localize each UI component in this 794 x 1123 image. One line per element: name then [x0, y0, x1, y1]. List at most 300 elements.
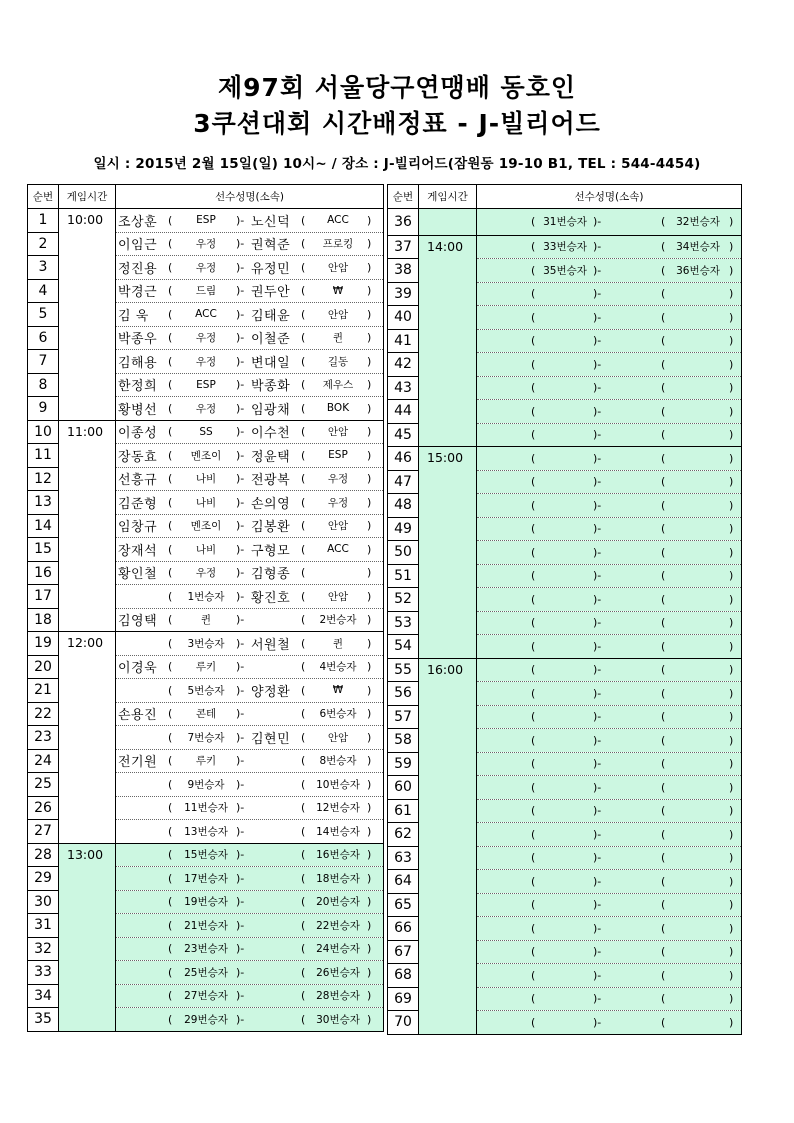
game-number: 69	[388, 987, 419, 1011]
player-b-name: 변대일	[251, 355, 291, 371]
match-pair	[116, 703, 383, 726]
players-cell	[477, 799, 742, 823]
paren-open: (	[168, 448, 173, 462]
paren-open: (	[301, 1012, 306, 1026]
paren-open: (	[661, 240, 666, 254]
schedule-table-left	[27, 184, 384, 1032]
player-b-name: 임광채	[251, 402, 291, 418]
paren-open: (	[661, 475, 666, 489]
paren-close: )	[367, 448, 372, 462]
player-b-name: 유정민	[251, 261, 291, 277]
players-cell	[477, 682, 742, 706]
paren-open: (	[531, 451, 536, 465]
match-pair	[477, 447, 741, 470]
paren-open: (	[301, 965, 306, 979]
player-b-club: 우정	[327, 496, 349, 509]
players-cell	[477, 823, 742, 847]
paren-open: (	[531, 215, 536, 229]
player-a-club: 13번승자	[184, 825, 228, 838]
paren-open: (	[301, 284, 306, 298]
paren-open: (	[301, 472, 306, 486]
game-number: 21	[28, 679, 59, 703]
paren-open: (	[168, 918, 173, 932]
separator: )-	[593, 874, 602, 888]
game-time: 14:00	[419, 235, 477, 447]
paren-close: )	[729, 381, 734, 395]
paren-open: (	[661, 874, 666, 888]
separator: )-	[593, 240, 602, 254]
players-cell	[116, 961, 384, 985]
player-b-club: ₩	[332, 284, 344, 297]
paren-open: (	[661, 428, 666, 442]
separator: )-	[236, 354, 245, 368]
game-number: 27	[28, 820, 59, 844]
game-number: 48	[388, 494, 419, 518]
paren-open: (	[661, 780, 666, 794]
paren-open: (	[168, 519, 173, 533]
player-b-name: 서원철	[251, 637, 291, 653]
paren-close: )	[729, 827, 734, 841]
paren-open: (	[168, 989, 173, 1003]
paren-open: (	[168, 754, 173, 768]
paren-open: (	[531, 1015, 536, 1029]
separator: )-	[236, 378, 245, 392]
player-a-club: 멘조이	[190, 520, 222, 533]
match-pair	[116, 350, 383, 373]
game-number: 31	[28, 914, 59, 938]
player-b-club: 24번승자	[316, 943, 360, 956]
paren-open: (	[301, 237, 306, 251]
players-cell	[477, 376, 742, 400]
paren-open: (	[531, 263, 536, 277]
game-number: 47	[388, 470, 419, 494]
paren-open: (	[661, 592, 666, 606]
player-b-club: 안암	[327, 261, 349, 274]
game-number: 49	[388, 517, 419, 541]
game-number: 8	[28, 373, 59, 397]
game-number: 45	[388, 423, 419, 447]
match-pair	[116, 844, 383, 867]
players-cell	[477, 588, 742, 612]
separator: )-	[593, 616, 602, 630]
match-pair	[116, 656, 383, 679]
paren-open: (	[661, 522, 666, 536]
players-cell	[116, 867, 384, 891]
game-time	[419, 209, 477, 236]
separator: )-	[593, 569, 602, 583]
paren-open: (	[168, 801, 173, 815]
player-b-club: 제우스	[322, 379, 354, 392]
game-time: 12:00	[59, 632, 116, 844]
player-b-club: 20번승자	[316, 896, 360, 909]
paren-open: (	[168, 660, 173, 674]
game-number: 59	[388, 752, 419, 776]
header-num: 순번	[28, 185, 59, 209]
game-number: 5	[28, 303, 59, 327]
separator: )-	[236, 942, 245, 956]
paren-open: (	[301, 542, 306, 556]
player-a-name: 이임근	[118, 238, 158, 254]
table-row	[388, 447, 742, 471]
player-b-name: 양정환	[251, 684, 291, 700]
paren-close: )	[367, 472, 372, 486]
paren-open: (	[531, 334, 536, 348]
game-number: 51	[388, 564, 419, 588]
paren-close: )	[367, 260, 372, 274]
separator: )-	[236, 730, 245, 744]
paren-close: )	[729, 757, 734, 771]
players-cell	[116, 373, 384, 397]
player-a-club: ESP	[196, 214, 216, 227]
match-pair	[477, 236, 741, 259]
player-b-club: ACC	[327, 543, 349, 556]
paren-open: (	[531, 874, 536, 888]
paren-close: )	[729, 663, 734, 677]
paren-open: (	[168, 636, 173, 650]
paren-open: (	[531, 945, 536, 959]
player-b-name: 박종화	[251, 379, 291, 395]
player-a-name: 선흥규	[118, 473, 158, 489]
paren-close: )	[367, 425, 372, 439]
separator: )-	[236, 237, 245, 251]
game-number: 56	[388, 682, 419, 706]
player-a-club: 나비	[195, 496, 217, 509]
players-cell	[116, 209, 384, 233]
match-pair	[477, 471, 741, 494]
player-b-club: 6번승자	[319, 708, 357, 721]
player-a-club: 우정	[195, 238, 217, 251]
paren-close: )	[729, 475, 734, 489]
separator: )-	[236, 331, 245, 345]
paren-open: (	[168, 871, 173, 885]
player-a-club: 우정	[195, 332, 217, 345]
paren-open: (	[301, 730, 306, 744]
player-a-club: 1번승자	[187, 590, 225, 603]
separator: )-	[593, 287, 602, 301]
paren-open: (	[661, 404, 666, 418]
game-number: 6	[28, 326, 59, 350]
players-cell	[477, 209, 742, 236]
separator: )-	[236, 895, 245, 909]
paren-close: )	[729, 592, 734, 606]
match-pair	[477, 823, 741, 846]
separator: )-	[236, 213, 245, 227]
separator: )-	[593, 263, 602, 277]
separator: )-	[236, 636, 245, 650]
player-b-club: 퀸	[332, 332, 344, 345]
separator: )-	[236, 824, 245, 838]
game-number: 30	[28, 890, 59, 914]
players-cell	[116, 585, 384, 609]
match-pair	[116, 797, 383, 820]
paren-close: )	[729, 898, 734, 912]
players-cell	[116, 538, 384, 562]
paren-close: )	[367, 965, 372, 979]
paren-open: (	[168, 824, 173, 838]
match-pair	[477, 588, 741, 611]
players-cell	[116, 820, 384, 844]
paren-close: )	[367, 307, 372, 321]
paren-close: )	[729, 215, 734, 229]
players-cell	[477, 282, 742, 306]
paren-open: (	[168, 284, 173, 298]
separator: )-	[593, 357, 602, 371]
table-row	[28, 209, 384, 233]
paren-open: (	[168, 542, 173, 556]
player-a-name: 임창규	[118, 520, 158, 536]
player-a-club: 우정	[195, 567, 217, 580]
paren-open: (	[531, 287, 536, 301]
paren-open: (	[168, 401, 173, 415]
paren-open: (	[168, 378, 173, 392]
paren-open: (	[168, 472, 173, 486]
player-a-club: 15번승자	[184, 849, 228, 862]
paren-open: (	[661, 710, 666, 724]
paren-open: (	[531, 827, 536, 841]
players-cell	[477, 329, 742, 353]
game-time: 15:00	[419, 447, 477, 659]
separator: )-	[593, 522, 602, 536]
game-number: 50	[388, 541, 419, 565]
separator: )-	[593, 663, 602, 677]
paren-open: (	[301, 683, 306, 697]
players-cell	[477, 564, 742, 588]
paren-open: (	[531, 240, 536, 254]
game-number: 22	[28, 702, 59, 726]
player-a-club: 나비	[195, 473, 217, 486]
paren-open: (	[531, 616, 536, 630]
paren-open: (	[168, 213, 173, 227]
game-number: 7	[28, 350, 59, 374]
paren-close: )	[729, 804, 734, 818]
player-b-club: ₩	[332, 684, 344, 697]
separator: )-	[236, 660, 245, 674]
separator: )-	[593, 1015, 602, 1029]
match-pair	[116, 538, 383, 561]
game-number: 14	[28, 514, 59, 538]
player-a-club: 드림	[195, 285, 217, 298]
paren-open: (	[531, 404, 536, 418]
paren-open: (	[301, 213, 306, 227]
separator: )-	[236, 401, 245, 415]
game-number: 53	[388, 611, 419, 635]
match-pair	[477, 612, 741, 635]
game-time: 11:00	[59, 420, 116, 632]
paren-open: (	[661, 357, 666, 371]
paren-open: (	[661, 381, 666, 395]
separator: )-	[236, 965, 245, 979]
players-cell	[116, 843, 384, 867]
game-number: 62	[388, 823, 419, 847]
player-a-name: 황인철	[118, 567, 158, 583]
paren-open: (	[168, 331, 173, 345]
paren-open: (	[301, 495, 306, 509]
paren-open: (	[531, 968, 536, 982]
player-b-club: 36번승자	[676, 264, 720, 277]
player-b-name: 이수천	[251, 426, 291, 442]
player-a-name: 이경욱	[118, 661, 158, 677]
player-a-club: 29번승자	[184, 1013, 228, 1026]
match-pair	[477, 682, 741, 705]
table-row	[388, 209, 742, 236]
match-pair	[477, 753, 741, 776]
paren-open: (	[661, 639, 666, 653]
paren-open: (	[301, 425, 306, 439]
game-number: 3	[28, 256, 59, 280]
paren-close: )	[367, 871, 372, 885]
player-b-club: 안암	[327, 590, 349, 603]
separator: )-	[593, 851, 602, 865]
player-b-name: 전광복	[251, 473, 291, 489]
player-a-name: 김영택	[118, 614, 158, 630]
separator: )-	[593, 428, 602, 442]
paren-open: (	[168, 307, 173, 321]
paren-open: (	[661, 686, 666, 700]
separator: )-	[593, 898, 602, 912]
player-a-club: 25번승자	[184, 966, 228, 979]
paren-close: )	[729, 851, 734, 865]
player-b-name: 황진호	[251, 590, 291, 606]
player-a-club: 루키	[195, 661, 217, 674]
players-cell	[116, 608, 384, 632]
game-number: 18	[28, 608, 59, 632]
table-row	[28, 632, 384, 656]
paren-close: )	[367, 683, 372, 697]
player-a-club: 7번승자	[187, 731, 225, 744]
player-b-name: 김태윤	[251, 308, 291, 324]
paren-open: (	[661, 992, 666, 1006]
match-pair	[477, 941, 741, 964]
separator: )-	[236, 566, 245, 580]
paren-open: (	[301, 307, 306, 321]
paren-close: )	[367, 237, 372, 251]
match-pair	[477, 565, 741, 588]
paren-open: (	[301, 519, 306, 533]
match-pair	[116, 726, 383, 749]
separator: )-	[593, 475, 602, 489]
game-number: 55	[388, 658, 419, 682]
match-pair	[116, 750, 383, 773]
game-number: 11	[28, 444, 59, 468]
game-number: 65	[388, 893, 419, 917]
match-pair	[477, 541, 741, 564]
separator: )-	[236, 613, 245, 627]
separator: )-	[593, 404, 602, 418]
paren-open: (	[168, 566, 173, 580]
game-number: 24	[28, 749, 59, 773]
separator: )-	[593, 921, 602, 935]
separator: )-	[236, 448, 245, 462]
match-pair	[477, 917, 741, 940]
paren-close: )	[367, 589, 372, 603]
paren-close: )	[729, 569, 734, 583]
match-pair	[477, 306, 741, 329]
game-number: 46	[388, 447, 419, 471]
match-pair	[477, 283, 741, 306]
title-line-2: 3쿠션대회 시간배정표 - J-빌리어드	[193, 109, 601, 138]
players-cell	[477, 259, 742, 283]
header-time: 게임시간	[419, 185, 477, 209]
game-number: 29	[28, 867, 59, 891]
player-b-club: 우정	[327, 473, 349, 486]
separator: )-	[593, 992, 602, 1006]
players-cell	[477, 964, 742, 988]
separator: )-	[593, 545, 602, 559]
paren-close: )	[367, 707, 372, 721]
paren-open: (	[531, 686, 536, 700]
paren-open: (	[301, 589, 306, 603]
player-a-club: 5번승자	[187, 684, 225, 697]
player-a-club: 우정	[195, 402, 217, 415]
paren-open: (	[531, 639, 536, 653]
paren-close: )	[367, 895, 372, 909]
game-number: 37	[388, 235, 419, 259]
match-pair	[477, 659, 741, 682]
paren-close: )	[729, 240, 734, 254]
separator: )-	[593, 733, 602, 747]
separator: )-	[236, 284, 245, 298]
match-pair	[116, 938, 383, 961]
paren-open: (	[301, 942, 306, 956]
paren-open: (	[301, 401, 306, 415]
separator: )-	[236, 260, 245, 274]
game-number: 15	[28, 538, 59, 562]
player-b-name: 구형모	[251, 543, 291, 559]
players-cell	[477, 235, 742, 259]
paren-close: )	[367, 918, 372, 932]
paren-open: (	[531, 357, 536, 371]
separator: )-	[236, 307, 245, 321]
game-number: 32	[28, 937, 59, 961]
game-number: 57	[388, 705, 419, 729]
match-pair	[477, 800, 741, 823]
paren-open: (	[531, 921, 536, 935]
players-cell	[477, 658, 742, 682]
paren-open: (	[301, 660, 306, 674]
paren-close: )	[729, 287, 734, 301]
player-b-name: 김봉환	[251, 520, 291, 536]
paren-close: )	[729, 310, 734, 324]
paren-close: )	[367, 989, 372, 1003]
paren-open: (	[168, 589, 173, 603]
players-cell	[116, 914, 384, 938]
player-a-club: 퀸	[200, 614, 212, 627]
match-pair	[116, 985, 383, 1008]
paren-open: (	[661, 616, 666, 630]
players-cell	[116, 726, 384, 750]
paren-open: (	[531, 851, 536, 865]
paren-open: (	[168, 777, 173, 791]
event-info: 일시 : 2015년 2월 15일(일) 10시~ / 장소 : J-빌리어드(잠원동 19-10 B1, TEL : 544-4454)	[93, 156, 701, 172]
player-a-club: ACC	[195, 308, 217, 321]
players-cell	[116, 702, 384, 726]
paren-open: (	[531, 710, 536, 724]
player-a-club: 11번승자	[184, 802, 228, 815]
separator: )-	[593, 827, 602, 841]
player-a-club: 23번승자	[184, 943, 228, 956]
paren-open: (	[531, 498, 536, 512]
game-number: 34	[28, 984, 59, 1008]
paren-open: (	[661, 827, 666, 841]
players-cell	[477, 494, 742, 518]
separator: )-	[236, 989, 245, 1003]
paren-open: (	[661, 851, 666, 865]
players-cell	[116, 326, 384, 350]
player-b-club: 안암	[327, 426, 349, 439]
player-a-name: 장동효	[118, 449, 158, 465]
paren-open: (	[531, 310, 536, 324]
paren-close: )	[729, 522, 734, 536]
